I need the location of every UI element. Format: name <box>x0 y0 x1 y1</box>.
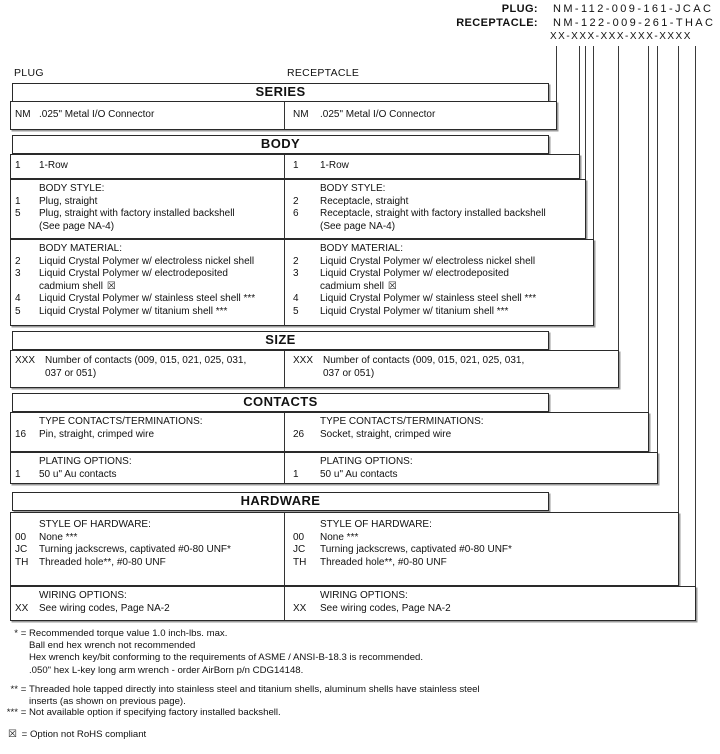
option-row <box>15 293 283 306</box>
series-plug-row <box>15 109 283 122</box>
option-code: XX <box>15 602 29 614</box>
option-desc: See wiring codes, Page NA-2 <box>39 602 170 614</box>
footnote-threaded-hole <box>0 684 480 708</box>
option-code: JC <box>15 544 28 555</box>
option-code: 1 <box>293 468 299 480</box>
option-desc: Socket, straight, crimped wire <box>320 428 452 440</box>
connector-line-hardware-style <box>678 46 680 586</box>
option-desc: Turning jackscrews, captivated #0-80 UNF* <box>320 544 512 555</box>
option-code: TH <box>293 556 307 568</box>
part-number-mask: XX-XXX-XXX-XXX-XXXX <box>550 31 692 42</box>
footnote-line: Option not RoHS compliant <box>29 729 147 740</box>
subsection-header: BODY STYLE: <box>39 183 105 194</box>
size-section-header <box>12 331 549 350</box>
footnote-equals: = <box>20 707 27 718</box>
footnote-rohs <box>8 729 146 741</box>
option-desc: (See page NA-4) <box>320 220 396 232</box>
body-row-plug <box>15 160 283 173</box>
option-code: 1 <box>15 468 21 480</box>
option-desc: 037 or 051) <box>45 367 97 379</box>
option-code: 5 <box>15 208 21 219</box>
option-code: 1 <box>15 195 21 207</box>
option-row <box>293 293 593 306</box>
option-row <box>15 306 283 319</box>
option-code: XX <box>293 602 307 614</box>
option-code: 2 <box>293 195 299 207</box>
option-desc: .025" Metal I/O Connector <box>39 109 155 120</box>
series-title: SERIES <box>255 84 306 99</box>
option-desc: Receptacle, straight <box>320 195 409 207</box>
series-section-header <box>12 83 549 102</box>
option-desc: Liquid Crystal Polymer w/ titanium shell *** <box>39 305 228 317</box>
type-contacts-box <box>10 412 649 452</box>
option-row <box>293 208 585 221</box>
option-code: 16 <box>15 428 27 440</box>
option-row <box>15 532 283 545</box>
footnote-line: Ball end hex wrench not recommended <box>29 640 196 652</box>
receptacle-part-number-value: NM-122-009-261-THAC <box>553 17 716 29</box>
option-row <box>293 196 585 209</box>
option-desc: Turning jackscrews, captivated #0-80 UNF* <box>39 544 231 555</box>
option-code: 2 <box>15 255 21 267</box>
hardware-title: HARDWARE <box>240 493 321 508</box>
option-desc: Liquid Crystal Polymer w/ electroless nickel shell <box>320 255 536 267</box>
option-code: NM <box>293 109 309 120</box>
option-desc: None *** <box>39 531 78 543</box>
option-desc: .025" Metal I/O Connector <box>320 109 436 120</box>
option-code: JC <box>293 544 306 555</box>
option-row <box>15 256 283 269</box>
footnote-mark: * <box>14 628 18 639</box>
option-desc: 1-Row <box>320 160 349 171</box>
size-options-box <box>10 350 619 388</box>
body-section-header <box>12 135 549 154</box>
option-code: 26 <box>293 428 305 440</box>
option-row <box>15 557 283 570</box>
option-row <box>15 429 283 442</box>
option-desc: None *** <box>320 531 359 543</box>
connector-line-plating <box>657 46 659 484</box>
subsection-header: BODY MATERIAL: <box>320 243 403 254</box>
option-desc: Liquid Crystal Polymer w/ electrodeposited <box>39 268 228 279</box>
option-desc: 50 u" Au contacts <box>39 468 117 480</box>
option-code: 2 <box>293 255 299 267</box>
option-row-continuation <box>15 368 283 381</box>
plug-part-number-value: NM-112-009-161-JCAC <box>553 3 714 15</box>
subsection-header: TYPE CONTACTS/TERMINATIONS: <box>320 416 484 427</box>
contacts-title: CONTACTS <box>243 394 318 409</box>
option-desc: Liquid Crystal Polymer w/ stainless steel shell *** <box>320 293 537 304</box>
option-row <box>293 557 678 570</box>
wiring-options-box <box>10 586 696 621</box>
option-code: 3 <box>293 268 299 279</box>
subsection-header: STYLE OF HARDWARE: <box>320 519 432 530</box>
option-row <box>293 532 678 545</box>
body-title: BODY <box>260 136 301 151</box>
option-code: 5 <box>15 305 21 317</box>
footnote-line: inserts (as shown on previous page). <box>29 696 186 708</box>
rohs-not-compliant-icon: ☒ <box>106 280 116 292</box>
footnote-equals: = <box>20 628 27 639</box>
rohs-not-compliant-icon: ☒ <box>8 729 17 740</box>
option-row <box>15 208 283 221</box>
option-code: 3 <box>15 268 21 279</box>
option-desc: Liquid Crystal Polymer w/ electroless nickel shell <box>39 255 255 267</box>
option-row-continuation <box>293 281 593 294</box>
option-desc: Plug, straight <box>39 195 98 207</box>
body-row-box <box>10 154 580 179</box>
option-desc: cadmium shell <box>39 280 103 292</box>
option-row <box>15 603 283 616</box>
receptacle-column-label: RECEPTACLE <box>287 67 360 79</box>
option-code: 1 <box>293 160 299 171</box>
body-row-receptacle <box>293 160 579 173</box>
option-row-continuation <box>293 221 585 234</box>
option-row <box>15 268 283 281</box>
subsection-header: STYLE OF HARDWARE: <box>39 519 151 530</box>
option-code: TH <box>15 556 29 568</box>
option-desc: Number of contacts (009, 015, 021, 025, 031, <box>45 355 247 366</box>
footnote-line: Hex wrench key/bit conforming to the requirements of ASME / ANSI-B-18.3 is recommended. <box>29 652 424 664</box>
option-row <box>293 355 618 368</box>
option-code: NM <box>15 109 31 120</box>
series-options-box <box>10 101 557 130</box>
body-material-box <box>10 239 594 326</box>
footnote-line: Not available option if specifying factory installed backshell. <box>29 707 281 718</box>
subsection-header: BODY STYLE: <box>320 183 386 194</box>
footnote-line: Recommended torque value 1.0 inch-lbs. max. <box>29 628 228 639</box>
footnote-line: Threaded hole tapped directly into stainless steel and titanium shells, aluminum shells have stainless steel <box>29 684 480 695</box>
option-row <box>15 196 283 209</box>
option-code: 6 <box>293 208 299 219</box>
footnote-torque <box>0 628 423 677</box>
plating-options-box <box>10 452 658 484</box>
subsection-header: BODY MATERIAL: <box>39 243 122 254</box>
option-code: 4 <box>293 293 299 304</box>
option-row <box>293 544 678 557</box>
option-desc: 1-Row <box>39 160 68 171</box>
subsection-header: TYPE CONTACTS/TERMINATIONS: <box>39 416 203 427</box>
option-desc: Liquid Crystal Polymer w/ stainless steel shell *** <box>39 293 256 304</box>
option-code: XXX <box>293 355 314 366</box>
option-row <box>293 306 593 319</box>
option-row <box>293 603 695 616</box>
connector-line-wiring <box>695 46 697 621</box>
footnote-equals: = <box>21 729 28 740</box>
contacts-section-header <box>12 393 549 412</box>
connector-line-type-contacts <box>648 46 650 453</box>
footnote-line: .050" hex L-key long arm wrench - order AirBorn p/n CDG14148. <box>29 664 304 676</box>
footnote-not-available <box>0 707 281 719</box>
option-desc: Number of contacts (009, 015, 021, 025, 031, <box>323 355 525 366</box>
option-desc: See wiring codes, Page NA-2 <box>320 602 451 614</box>
option-row <box>15 355 283 368</box>
footnote-mark: *** <box>6 707 18 718</box>
receptacle-part-number-label: RECEPTACLE: <box>456 17 538 29</box>
option-code: 1 <box>15 160 21 171</box>
subsection-header: WIRING OPTIONS: <box>320 590 408 601</box>
option-row <box>293 256 593 269</box>
series-receptacle-row <box>293 109 556 122</box>
subsection-header: PLATING OPTIONS: <box>320 456 413 467</box>
option-desc: Receptacle, straight with factory installed backshell <box>320 208 546 219</box>
option-code: 4 <box>15 293 21 304</box>
option-desc: Threaded hole**, #0-80 UNF <box>39 556 166 568</box>
plug-column-label: PLUG <box>14 67 44 79</box>
option-code: 5 <box>293 305 299 317</box>
option-row-continuation <box>293 368 618 381</box>
option-desc: (See page NA-4) <box>39 220 115 232</box>
size-title: SIZE <box>265 332 296 347</box>
option-desc: Liquid Crystal Polymer w/ electrodeposited <box>320 268 509 279</box>
body-style-box <box>10 179 586 239</box>
subsection-header: WIRING OPTIONS: <box>39 590 127 601</box>
subsection-header: PLATING OPTIONS: <box>39 456 132 467</box>
option-desc: 50 u" Au contacts <box>320 468 398 480</box>
option-row <box>15 544 283 557</box>
footnote-mark: ** <box>10 684 18 695</box>
option-row <box>15 469 283 482</box>
option-row <box>293 429 648 442</box>
connector-line-size <box>618 46 620 388</box>
option-row-continuation <box>15 281 283 294</box>
hardware-style-box <box>10 512 679 586</box>
option-code: 00 <box>15 531 27 543</box>
option-code: XXX <box>15 355 36 366</box>
plug-part-number-label: PLUG: <box>501 3 538 15</box>
option-row <box>293 469 657 482</box>
option-desc: 037 or 051) <box>323 367 375 379</box>
option-desc: Plug, straight with factory installed backshell <box>39 208 235 219</box>
rohs-not-compliant-icon: ☒ <box>387 280 397 292</box>
hardware-section-header <box>12 492 549 511</box>
option-desc: Threaded hole**, #0-80 UNF <box>320 556 447 568</box>
option-desc: cadmium shell <box>320 280 384 292</box>
footnote-equals: = <box>20 684 27 695</box>
option-desc: Liquid Crystal Polymer w/ titanium shell *** <box>320 305 509 317</box>
option-row <box>293 268 593 281</box>
option-row-continuation <box>15 221 283 234</box>
option-code: 00 <box>293 531 305 543</box>
option-desc: Pin, straight, crimped wire <box>39 428 155 440</box>
